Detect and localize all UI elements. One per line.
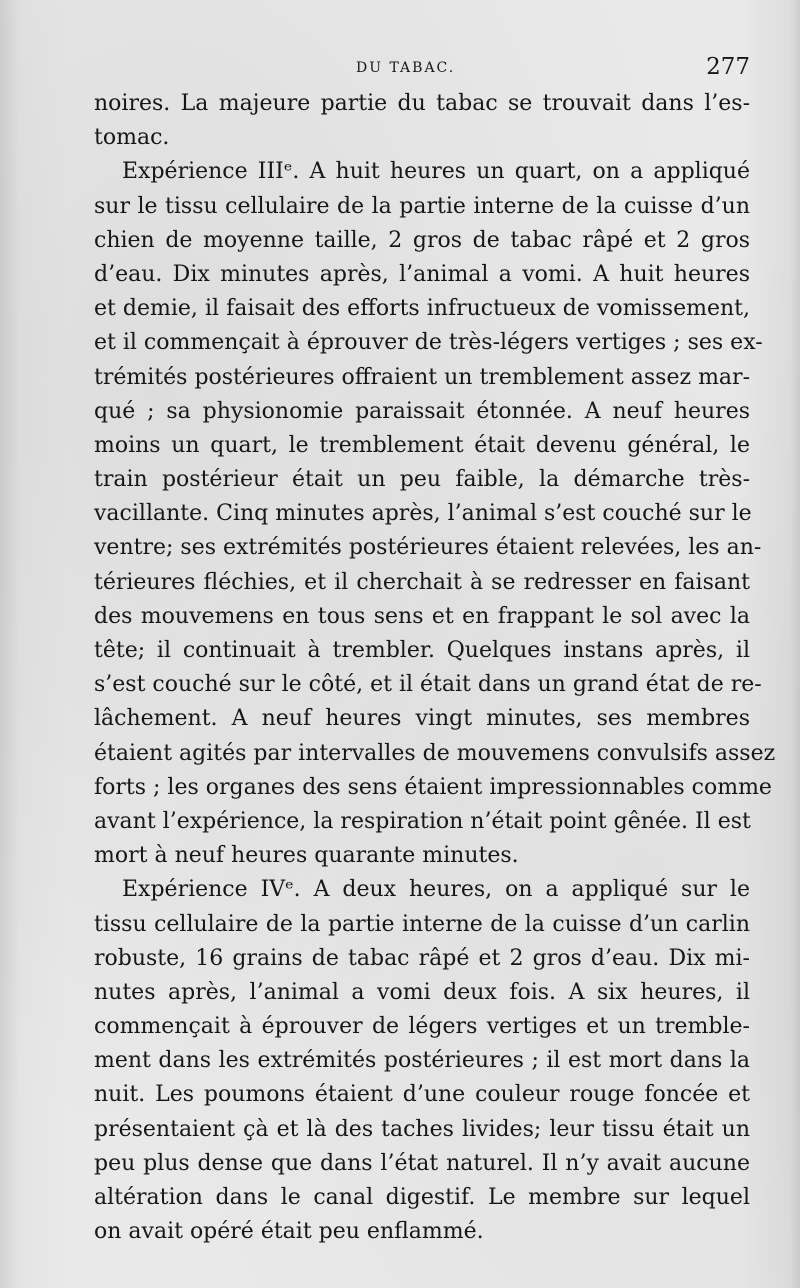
text-line: train postérieur était un peu faible, la démarche très- — [94, 467, 750, 493]
text-line: altération dans le canal digestif. Le membre sur lequel — [94, 1185, 750, 1210]
text-line: nuit. Les poumons étaient d’une couleur rouge foncée et — [94, 1082, 750, 1108]
running-head: DU TABAC. — [356, 60, 456, 76]
page-number: 277 — [706, 54, 750, 80]
text-line: et demie, il faisait des efforts infructueux de vomissement, — [94, 296, 750, 322]
text-line: avant l’expérience, la respiration n’était point gênée. Il est — [94, 808, 751, 834]
text-line: commençait à éprouver de légers vertiges et un tremble- — [94, 1014, 750, 1040]
body-text — [94, 87, 776, 1249]
text-line: noires. La majeure partie du tabac se trouvait dans l’es- — [94, 91, 750, 116]
page-header — [94, 54, 750, 88]
experiment-3-line: Expérience IIIᵉ. A huit heures un quart, on a appliqué — [122, 159, 750, 185]
text-line: des mouvemens en tous sens et en frappant le sol avec la — [94, 603, 750, 629]
text-line: tête; il continuait à trembler. Quelques instans après, il — [94, 638, 750, 663]
text-line: moins un quart, le tremblement était devenu général, le — [94, 432, 750, 458]
text-line: on avait opéré était peu enflammé. — [94, 1219, 484, 1245]
text-line: présentaient çà et là des taches livides; leur tissu était un — [94, 1116, 750, 1142]
text-line: tissu cellulaire de la partie interne de la cuisse d’un carlin — [94, 911, 750, 937]
text-line: vacillante. Cinq minutes après, l’animal s’est couché sur le — [94, 501, 752, 527]
text-line: qué ; sa physionomie paraissait étonnée. A neuf heures — [94, 398, 750, 424]
text-line: tomac. — [94, 125, 170, 151]
text-line: d’eau. Dix minutes après, l’animal a vomi. A huit heures — [94, 261, 750, 287]
text-line: robuste, 16 grains de tabac râpé et 2 gros d’eau. Dix mi- — [94, 945, 750, 971]
text-line: lâchement. A neuf heures vingt minutes, ses membres — [94, 706, 750, 732]
text-line: ment dans les extrémités postérieures ; il est mort dans la — [94, 1048, 750, 1074]
text-line: trémités postérieures offraient un tremblement assez mar- — [94, 364, 750, 390]
text-line: chien de moyenne taille, 2 gros de tabac râpé et 2 gros — [94, 227, 750, 253]
text-line: mort à neuf heures quarante minutes. — [94, 843, 519, 869]
text-line: peu plus dense que dans l’état naturel. Il n’y avait aucune — [94, 1150, 750, 1176]
text-line: ventre; ses extrémités postérieures étaient relevées, les an- — [94, 535, 762, 561]
text-line: s’est couché sur le côté, et il était dans un grand état de re- — [94, 672, 762, 698]
text-line: térieures fléchies, et il cherchait à se redresser en faisant — [94, 569, 750, 595]
text-line: étaient agités par intervalles de mouvemens convulsifs assez — [94, 740, 776, 766]
text-line: forts ; les organes des sens étaient impressionnables comme — [94, 774, 772, 800]
text-line: sur le tissu cellulaire de la partie interne de la cuisse d’un — [94, 193, 750, 219]
text-line: et il commençait à éprouver de très-légers vertiges ; ses ex- — [94, 330, 763, 356]
experiment-4-line: Expérience IVᵉ. A deux heures, on a appliqué sur le — [122, 877, 750, 903]
text-line: nutes après, l’animal a vomi deux fois. A six heures, il — [94, 979, 750, 1005]
